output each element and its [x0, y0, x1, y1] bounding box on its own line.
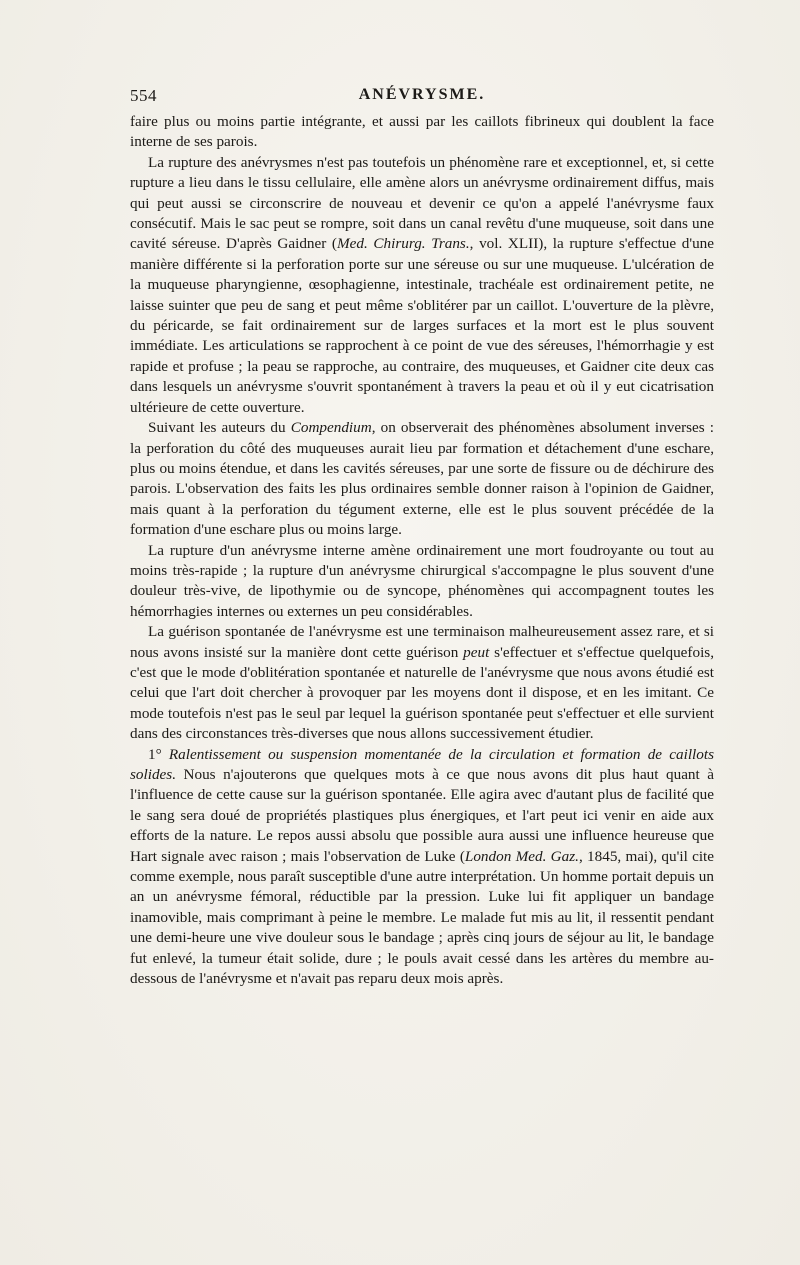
paragraph [130, 153, 714, 418]
paragraph [130, 622, 714, 744]
text-run: La guérison spontanée de l'anévrysme est une terminaison malheureusement assez rare, et si nous avons insisté sur la manière dont cette guérison [130, 623, 714, 661]
text-run: faire plus ou moins partie intégrante, et aussi par les caillots fibrineux qui doublent la face interne de ses parois. [130, 113, 714, 151]
running-head: ANÉVRYSME. [358, 86, 486, 103]
text-run: s'effectuer et s'effectue quelquefois, c'est que le mode d'oblitération spontanée et naturelle de l'anévrysme que nous avons étudié est celui que l'art doit chercher à provoquer par les moyens dont il dispose, et en les imitant. Ce mode toutefois n'est pas le seul par lequel la guérison spontanée peut s'effectuer et elle survient dans des circonstances très-diverses que nous allons successivement étudier. [130, 643, 714, 743]
text-run: , vol. XLII), la rupture s'effectue d'une manière différente si la perforation porte sur une séreuse ou sur une muqueuse. L'ulcération de la muqueuse pharyngienne, œsophagienne, intestinale, trachéale est ordinairement petite, ne laisse suinter que peu de sang et peut même s'oblitérer par un caillot. L'ouverture de la plèvre, du péricarde, se fait ordinairement sur de larges surfaces et la mort est le plus souvent immédiate. Les articulations se rapprochent à ce point de vue des séreuses, l'hémorrhagie y est rapide et profuse ; la peau se rapproche, au contraire, des muqueuses, et Gaidner cite deux cas dans lesquels un anévrysme s'ouvrit spontanément à travers la peau et où il y eut cicatrisation ultérieure de cette ouverture. [130, 235, 715, 416]
text-run: , 1845, mai), qu'il cite comme exemple, nous paraît susceptible d'une autre interprétation. Un homme portait depuis un an un anévrysme fémoral, réductible par la pression. Luke lui fit appliquer un bandage inamovible, mais comprimant à peine le membre. Le malade fut mis au lit, il ressentit pendant une demi-heure une vive douleur sous le bandage ; après cinq jours de séjour au lit, le bandage fut enlevé, la tumeur était solide, dure ; le pouls avait cessé dans les artères du membre au-dessous de l'anévrysme et n'avait pas reparu deux mois après. [130, 847, 715, 988]
text-run: Nous n'ajouterons que quelques mots à ce que nous avons dit plus haut quant à l'influence de cette cause sur la guérison spontanée. Elle agira avec d'autant plus de facilité que le sang sera doué de propriétés plastiques plus énergiques, et l'art peut ici venir en aide aux efforts de la nature. Le repos aussi absolu que possible aura aussi une influence heureuse que Hart signale avec raison ; mais l'observation de Luke ( [130, 766, 714, 865]
text-run: , on observerait des phénomènes absolument inverses : la perforation du côté des muqueuses aurait lieu par formation et détachement d'une eschare, plus ou moins étendue, et dans les cavités séreuses, par une sorte de fissure ou de déchirure des parois. L'observation des faits les plus ordinaires semble donner raison à l'opinion de Gaidner, mais quant à la perforation du tégument externe, elle est le plus souvent précédée de la formation d'une eschare plus ou moins large. [130, 419, 715, 539]
italic-text: Ralentissement ou suspension momentanée de la circulation et formation de caillots solides. [130, 745, 714, 783]
text-run: La rupture d'un anévrysme interne amène ordinairement une mort foudroyante ou tout au moins très-rapide ; la rupture d'un anévrysme chirurgical s'accompagne le plus souvent d'une douleur très-vive, de lipothymie ou de syncope, phénomènes qui accompagnent toutes les hémorrhagies internes ou externes un peu considérables. [130, 541, 714, 620]
paragraph [130, 418, 714, 540]
paragraph [130, 541, 714, 623]
text-run: Suivant les auteurs du [148, 419, 291, 437]
text-run: La rupture des anévrysmes n'est pas toutefois un phénomène rare et exceptionnel, et, si cette rupture a lieu dans le tissu cellulaire, elle amène alors un anévrysme ordinairement diffus, mais qui peut aussi se circonscrire de nouveau et devenir ce qu'on a appelé l'anévrysme faux consécutif. Mais le sac peut se rompre, soit dans un canal revêtu d'une muqueuse, soit dans une cavité séreuse. D'après Gaidner ( [130, 153, 714, 253]
page-header [130, 86, 714, 108]
italic-text: Compendium [290, 419, 372, 437]
paragraph [130, 745, 714, 990]
italic-text: peut [463, 643, 490, 661]
text-run: 1° [148, 745, 169, 763]
italic-text: Med. Chirurg. Trans. [337, 235, 470, 253]
page-number: 554 [130, 86, 157, 105]
paragraph [130, 112, 714, 153]
body-text [130, 112, 714, 989]
italic-text: London Med. Gaz. [464, 847, 579, 865]
